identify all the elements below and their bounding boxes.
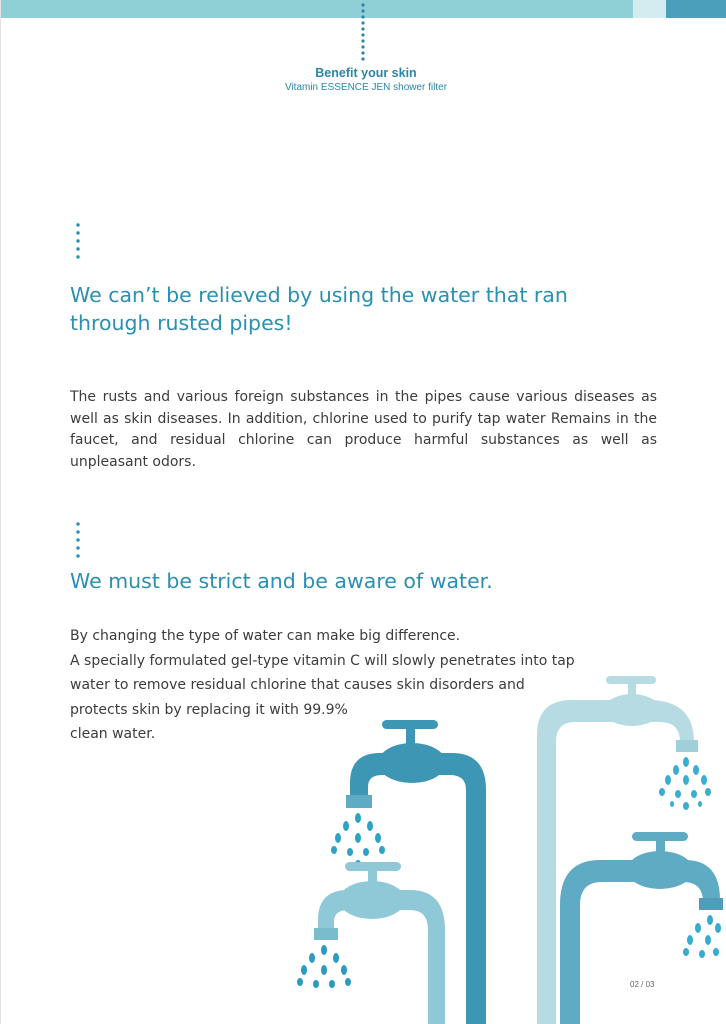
section2-line-4: protects skin by replacing it with 99.9%	[70, 701, 348, 718]
page-edge-line	[0, 0, 1, 1024]
section1-heading-line2: through rusted pipes!	[70, 311, 293, 335]
section1-dots	[76, 222, 80, 262]
header-title: Benefit your skin	[315, 66, 417, 80]
section2-line-3: water to remove residual chlorine that causes skin disorders and	[70, 677, 525, 693]
top-bar-accent-dark	[666, 0, 726, 18]
water-splash-icon	[331, 813, 385, 868]
section2-heading: We must be strict and be aware of water.	[70, 569, 493, 593]
water-splash-icon	[297, 945, 351, 988]
section1-body: The rusts and various foreign substances in the pipes cause various diseases as well as skin diseases. In addition, chlorine used to purify tap water Remains in the faucet, and residual chlorine can produce harmful substances as well as unpleasant odors.	[70, 389, 657, 470]
section2-dots	[76, 521, 80, 561]
faucet-mid-icon	[297, 862, 445, 1024]
faucets-illustration	[280, 660, 726, 1024]
top-bar	[0, 0, 633, 18]
water-splash-icon	[683, 915, 721, 958]
header-dotted-line	[361, 2, 365, 62]
section2-line-1: By changing the type of water can make big difference.	[70, 628, 461, 644]
section2-line-2: A specially formulated gel-type vitamin C will slowly penetrates into tap	[70, 652, 575, 669]
page-header	[0, 65, 726, 94]
page-number: 02 / 03	[630, 980, 655, 989]
header-subtitle: Vitamin ESSENCE JEN shower filter	[284, 82, 448, 93]
section1-heading	[70, 281, 568, 337]
top-bar-accent-light	[633, 0, 666, 18]
section2-line-5: clean water.	[70, 726, 156, 742]
faucet-dark-icon	[331, 720, 486, 1024]
section1-heading-line1: We can’t be relieved by using the water that ran	[70, 283, 568, 307]
faucet-blue-icon	[560, 832, 723, 1024]
water-splash-icon	[659, 757, 711, 810]
